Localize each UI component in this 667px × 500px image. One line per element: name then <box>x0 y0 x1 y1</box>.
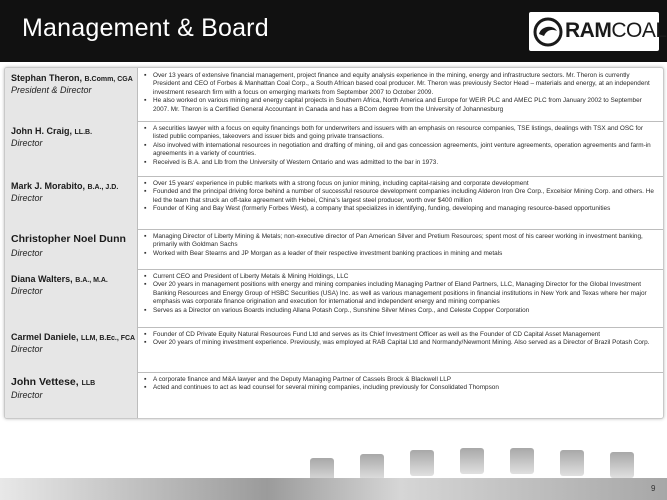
bio-item: ▪ Also involved with international resources in negotiation and drafting of mining, oil and gas concession agreements, joint venture agreements, operation agreements and farm-in agreements in a variety of countries. <box>143 142 657 159</box>
bio-item: ▪ Acted and continues to act as lead counsel for several mining companies, including previously for Consolidated Thompson <box>143 384 657 392</box>
member-name: Diana Walters, B.A., M.A. <box>11 274 108 284</box>
bio-item: ▪ Worked with Bear Stearns and JP Morgan as a leader of their respective investment banking practices in mining and metals <box>143 250 657 258</box>
board-row-christopher-dunn <box>5 229 663 270</box>
member-role: Director <box>11 248 43 258</box>
bio-list <box>143 273 657 315</box>
member-role: Director <box>11 138 43 148</box>
bio-item: ▪ Managing Director of Liberty Mining & Metals; non-executive director of Pan American Silver and Pretium Resources; spent most of his career working in investment banking, primarily with Goldman Sachs <box>143 233 657 250</box>
name-cell <box>5 121 138 176</box>
chair-shape <box>510 448 534 474</box>
member-role: President & Director <box>11 85 92 95</box>
member-name: John H. Craig, LL.B. <box>11 126 93 136</box>
board-row-carmel-daniele <box>5 327 663 373</box>
member-role: Director <box>11 286 43 296</box>
bio-item: ▪ Founder of King and Bay West (formerly Forbes West), a company that specializes in identifying, funding, developing and managing resource-based opportunities <box>143 205 657 213</box>
chair-shape <box>610 452 634 478</box>
logo-main: RAM <box>565 19 612 42</box>
bio-item: ▪ Over 15 years' experience in public markets with a strong focus on junior mining, including capital-raising and corporate development <box>143 180 657 188</box>
bio-item: ▪ He also worked on various mining and energy capital projects in Southern Africa, North America and Europe for WEIR PLC and AMEC PLC from January 2002 to September 2007. Mr. Theron is a Certified General Accountant in Canada and has a BCom degree from the University of Johannesburg <box>143 97 657 114</box>
name-cell <box>5 68 138 121</box>
board-row-mark-morabito <box>5 176 663 230</box>
bio-item: ▪ Founder of CD Private Equity Natural Resources Fund Ltd and serves as its Chief Investment Officer as well as the Founder of CD Capital Asset Management <box>143 331 657 339</box>
logo-wordmark <box>565 19 667 43</box>
member-role: Director <box>11 390 43 400</box>
page-title: Management & Board <box>22 14 269 42</box>
page-number: 9 <box>651 484 656 493</box>
board-row-john-craig <box>5 121 663 177</box>
bio-list <box>143 376 657 393</box>
bio-item: ▪ Current CEO and President of Liberty Metals & Mining Holdings, LLC <box>143 273 657 281</box>
slide-header <box>0 0 667 62</box>
board-row-diana-walters <box>5 269 663 328</box>
bio-item: ▪ A corporate finance and M&A lawyer and the Deputy Managing Partner of Cassels Brock & Blackwell LLP <box>143 376 657 384</box>
bio-list <box>143 180 657 214</box>
bio-item: ▪ Over 20 years in management positions with energy and mining companies including Managing Partner of Eland Partners, LLC, Managing Director for the Global Investment Banking Resources and Energy Group of HSBC Securities (USA) Inc. as well as various management positions in financial institutions in New York and Texas where her major emphasis was corporate finance origination and execution for international and independent energy and mining companies <box>143 281 657 306</box>
member-name: Christopher Noel Dunn <box>11 233 126 245</box>
logo-accent: COAL <box>611 19 667 42</box>
board-table <box>4 67 664 419</box>
chair-shape <box>560 450 584 476</box>
member-name: Carmel Daniele, LLM, B.Ec., FCA <box>11 332 136 342</box>
name-cell <box>5 327 138 372</box>
chair-shape <box>460 448 484 474</box>
bio-list <box>143 331 657 348</box>
footer-band <box>0 478 667 500</box>
member-role: Director <box>11 344 43 354</box>
boardroom-chairs-image <box>300 440 660 480</box>
bio-list <box>143 72 657 114</box>
ramcoal-logo <box>529 12 667 51</box>
bio-item: ▪ Over 20 years of mining investment experience. Previously, was employed at RAB Capital Ltd and Normandy/Newmont Mining. Also served as a Director of Brazil Potash Corp. <box>143 339 657 347</box>
chair-shape <box>410 450 434 476</box>
bio-list <box>143 125 657 167</box>
bio-item: ▪ A securities lawyer with a focus on equity financings both for underwriters and issuers with an emphasis on resource companies, TSE listings, dealings with TSX and OSC for listed public companies, takeovers and issuer bids and going private transactions. <box>143 125 657 142</box>
member-name: Stephan Theron, B.Comm, CGA <box>11 73 133 83</box>
bio-item: ▪ Serves as a Director on various Boards including Allana Potash Corp., Sunshine Silver Mines Corp., and Celeste Copper Corporation <box>143 307 657 315</box>
member-role: Director <box>11 193 43 203</box>
bio-item: ▪ Founded and the principal driving force behind a number of successful resource development companies including Alderon Iron Ore Corp., Excelsior Mining Corp. and others. He led the team that struck an off-take agreement with Hebei, China's largest steel producer, worth over $400 million <box>143 188 657 205</box>
bio-item: ▪ Over 13 years of extensive financial management, project finance and equity analysis experience in the mining, energy and infrastructure sectors. Mr. Theron is currently President and CEO of Forbes & Manhattan Coal Corp., a South African based coal producer. Mr. Theron was previously Sector Head – materials and energy, at an independent investment research firm with a focus on emerging markets from September 2007 to October 2009. <box>143 72 657 97</box>
board-row-stephan-theron <box>5 68 663 122</box>
ram-horn-icon <box>533 17 563 47</box>
member-name: John Vettese, LLB <box>11 376 96 388</box>
name-cell <box>5 229 138 269</box>
bio-list <box>143 233 657 258</box>
name-cell <box>5 269 138 327</box>
board-row-john-vettese <box>5 372 663 418</box>
name-cell <box>5 372 138 418</box>
bio-item: ▪ Received is B.A. and Llb from the University of Western Ontario and was admitted to the bar in 1973. <box>143 159 657 167</box>
member-name: Mark J. Morabito, B.A., J.D. <box>11 181 119 191</box>
name-cell <box>5 176 138 229</box>
chair-shape <box>360 454 384 480</box>
